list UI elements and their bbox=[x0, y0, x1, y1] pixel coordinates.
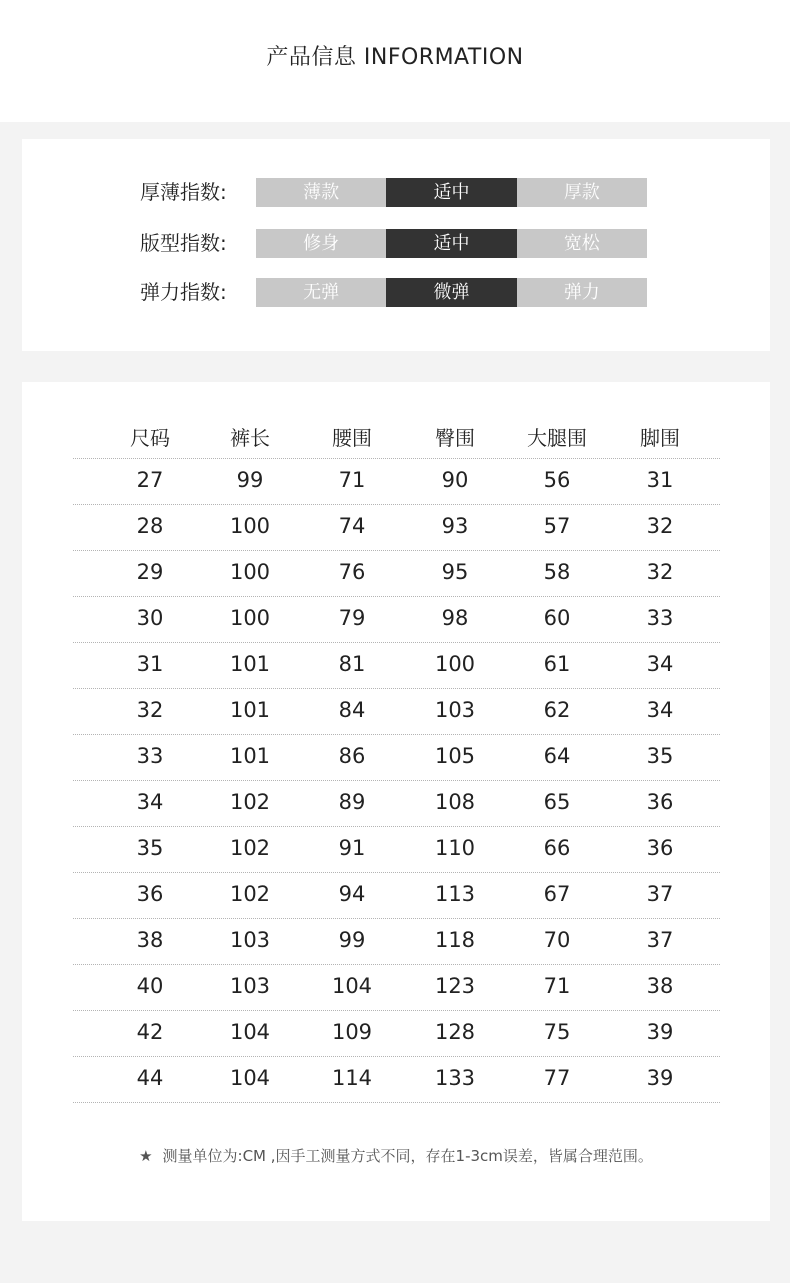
index-label: 版型指数: bbox=[140, 231, 227, 255]
table-cell: 118 bbox=[434, 928, 476, 952]
table-cell: 101 bbox=[229, 652, 271, 676]
table-cell: 39 bbox=[646, 1020, 674, 1044]
scale-option: 弹力 bbox=[563, 282, 600, 303]
table-cell: 77 bbox=[543, 1066, 571, 1090]
table-cell: 30 bbox=[136, 606, 164, 630]
table-row bbox=[73, 597, 720, 643]
table-cell: 98 bbox=[441, 606, 469, 630]
table-cell: 75 bbox=[543, 1020, 571, 1044]
header bbox=[0, 0, 790, 122]
table-cell: 104 bbox=[331, 974, 373, 998]
scale-option: 适中 bbox=[386, 178, 516, 207]
table-cell: 32 bbox=[646, 514, 674, 538]
note-text: 测量单位为:CM ,因手工测量方式不同，存在1-3cm误差，皆属合理范围。 bbox=[162, 1147, 653, 1165]
page-title: 产品信息 INFORMATION bbox=[266, 45, 524, 70]
table-cell: 36 bbox=[646, 790, 674, 814]
table-cell: 101 bbox=[229, 744, 271, 768]
table-cell: 76 bbox=[338, 560, 366, 584]
index-row-thickness bbox=[22, 178, 770, 207]
table-cell: 103 bbox=[229, 974, 271, 998]
table-cell: 36 bbox=[136, 882, 164, 906]
column-header: 裤长 bbox=[230, 426, 270, 450]
table-cell: 33 bbox=[136, 744, 164, 768]
table-row bbox=[73, 643, 720, 689]
table-row bbox=[73, 551, 720, 597]
table-cell: 100 bbox=[229, 606, 271, 630]
index-label: 弹力指数: bbox=[140, 280, 227, 304]
table-row bbox=[73, 1011, 720, 1057]
table-cell: 40 bbox=[136, 974, 164, 998]
table-cell: 32 bbox=[646, 560, 674, 584]
star-icon: ★ bbox=[139, 1147, 153, 1165]
scale-option: 宽松 bbox=[563, 233, 600, 254]
table-cell: 61 bbox=[543, 652, 571, 676]
table-cell: 71 bbox=[543, 974, 571, 998]
table-cell: 74 bbox=[338, 514, 366, 538]
table-cell: 94 bbox=[338, 882, 366, 906]
scale-option: 适中 bbox=[386, 229, 516, 258]
scale-option: 薄款 bbox=[303, 182, 340, 203]
table-cell: 104 bbox=[229, 1066, 271, 1090]
table-cell: 31 bbox=[646, 468, 674, 492]
table-cell: 42 bbox=[136, 1020, 164, 1044]
table-cell: 101 bbox=[229, 698, 271, 722]
table-cell: 91 bbox=[338, 836, 366, 860]
table-cell: 81 bbox=[338, 652, 366, 676]
scale-option: 无弹 bbox=[303, 282, 340, 303]
table-row bbox=[73, 459, 720, 505]
column-header: 脚围 bbox=[640, 426, 680, 450]
scale-option: 修身 bbox=[303, 233, 340, 254]
index-row-fit bbox=[22, 229, 770, 258]
column-header: 臀围 bbox=[435, 426, 475, 450]
table-cell: 29 bbox=[136, 560, 164, 584]
table-cell: 35 bbox=[646, 744, 674, 768]
table-cell: 100 bbox=[229, 514, 271, 538]
table-cell: 109 bbox=[331, 1020, 373, 1044]
index-panel bbox=[22, 139, 770, 351]
table-cell: 95 bbox=[441, 560, 469, 584]
table-cell: 27 bbox=[136, 468, 164, 492]
table-cell: 67 bbox=[543, 882, 571, 906]
table-cell: 123 bbox=[434, 974, 476, 998]
measurement-note bbox=[22, 1145, 770, 1166]
table-cell: 44 bbox=[136, 1066, 164, 1090]
index-scale bbox=[256, 229, 647, 258]
table-cell: 31 bbox=[136, 652, 164, 676]
size-table bbox=[73, 382, 720, 1103]
table-cell: 32 bbox=[136, 698, 164, 722]
table-cell: 100 bbox=[229, 560, 271, 584]
scale-option: 微弹 bbox=[386, 278, 516, 307]
column-header: 腰围 bbox=[332, 426, 372, 450]
table-row bbox=[73, 965, 720, 1011]
table-cell: 90 bbox=[441, 468, 469, 492]
table-cell: 37 bbox=[646, 882, 674, 906]
table-cell: 57 bbox=[543, 514, 571, 538]
table-cell: 70 bbox=[543, 928, 571, 952]
index-row-stretch bbox=[22, 278, 770, 307]
table-cell: 100 bbox=[434, 652, 476, 676]
table-cell: 34 bbox=[646, 698, 674, 722]
index-label: 厚薄指数: bbox=[140, 180, 227, 204]
size-chart-panel bbox=[22, 382, 770, 1221]
table-row bbox=[73, 689, 720, 735]
column-header: 大腿围 bbox=[527, 426, 587, 450]
table-cell: 84 bbox=[338, 698, 366, 722]
table-cell: 56 bbox=[543, 468, 571, 492]
table-cell: 39 bbox=[646, 1066, 674, 1090]
table-cell: 108 bbox=[434, 790, 476, 814]
table-cell: 36 bbox=[646, 836, 674, 860]
table-cell: 133 bbox=[434, 1066, 476, 1090]
table-cell: 93 bbox=[441, 514, 469, 538]
table-cell: 37 bbox=[646, 928, 674, 952]
table-row bbox=[73, 505, 720, 551]
table-cell: 105 bbox=[434, 744, 476, 768]
table-cell: 113 bbox=[434, 882, 476, 906]
table-cell: 89 bbox=[338, 790, 366, 814]
table-cell: 34 bbox=[646, 652, 674, 676]
index-scale bbox=[256, 278, 647, 307]
scale-option: 厚款 bbox=[563, 182, 600, 203]
table-cell: 65 bbox=[543, 790, 571, 814]
table-row bbox=[73, 827, 720, 873]
table-cell: 64 bbox=[543, 744, 571, 768]
column-header: 尺码 bbox=[130, 426, 170, 450]
index-scale bbox=[256, 178, 647, 207]
table-row bbox=[73, 919, 720, 965]
table-cell: 35 bbox=[136, 836, 164, 860]
table-cell: 38 bbox=[646, 974, 674, 998]
table-cell: 102 bbox=[229, 882, 271, 906]
table-header-row bbox=[73, 382, 720, 459]
table-cell: 128 bbox=[434, 1020, 476, 1044]
table-cell: 34 bbox=[136, 790, 164, 814]
table-row bbox=[73, 1057, 720, 1103]
table-cell: 86 bbox=[338, 744, 366, 768]
table-cell: 60 bbox=[543, 606, 571, 630]
table-cell: 62 bbox=[543, 698, 571, 722]
table-cell: 102 bbox=[229, 790, 271, 814]
table-cell: 58 bbox=[543, 560, 571, 584]
table-cell: 79 bbox=[338, 606, 366, 630]
table-cell: 66 bbox=[543, 836, 571, 860]
table-row bbox=[73, 781, 720, 827]
table-cell: 102 bbox=[229, 836, 271, 860]
table-cell: 103 bbox=[229, 928, 271, 952]
table-cell: 103 bbox=[434, 698, 476, 722]
table-cell: 99 bbox=[338, 928, 366, 952]
table-cell: 110 bbox=[434, 836, 476, 860]
table-row bbox=[73, 873, 720, 919]
table-cell: 33 bbox=[646, 606, 674, 630]
table-cell: 99 bbox=[236, 468, 264, 492]
table-row bbox=[73, 735, 720, 781]
table-cell: 114 bbox=[331, 1066, 373, 1090]
table-cell: 104 bbox=[229, 1020, 271, 1044]
table-cell: 28 bbox=[136, 514, 164, 538]
table-cell: 38 bbox=[136, 928, 164, 952]
table-cell: 71 bbox=[338, 468, 366, 492]
